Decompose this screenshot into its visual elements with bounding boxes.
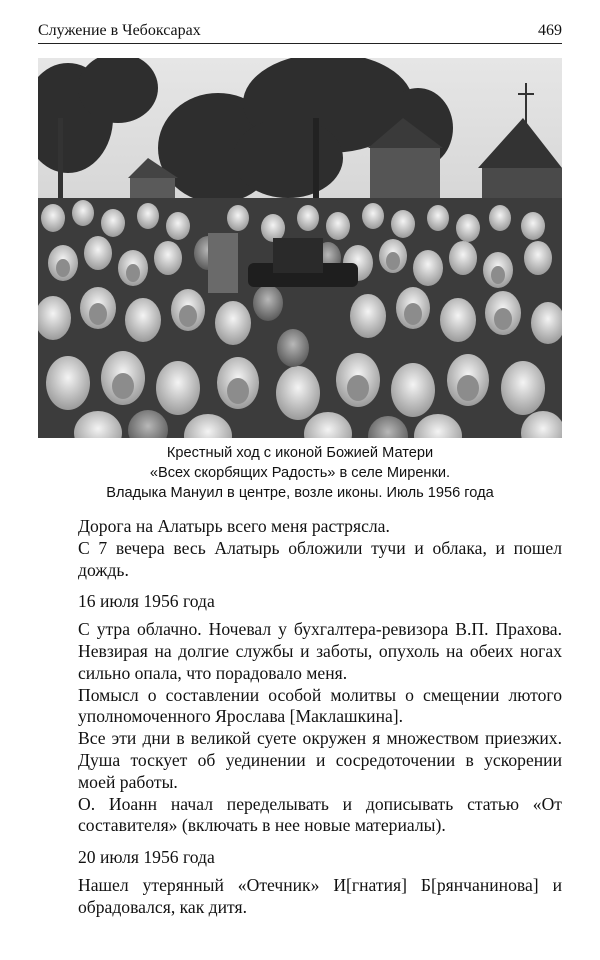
paragraph-2: С 7 вечера весь Алатырь обложили тучи и облака, и пошел дождь. [78, 537, 562, 580]
paragraph-7: Нашел утерянный «Отечник» И[гнатия] Б[рянчанинова] и обрадовался, как дитя. [78, 874, 562, 917]
paragraph-3: С утра облачно. Ночевал у бухгалтера-ревизора В.П. Прахова. Невзирая на долгие службы и заботы, опухоль на обеих ногах сильно опала, что порадовало меня. [78, 619, 562, 683]
paragraph-6: О. Иоанн начал переделывать и дописывать статью «От составителя» (включать в нее новые материалы). [78, 793, 562, 836]
paragraph-1: Дорога на Алатырь всего меня растрясла. [78, 516, 390, 536]
date-heading-1: 16 июля 1956 года [78, 591, 215, 612]
caption-line-3: Владыка Мануил в центре, возле иконы. Июль 1956 года [106, 485, 494, 501]
caption-line-2: «Всех скорбящих Радость» в селе Миренки. [149, 465, 451, 481]
running-title: Служение в Чебоксарах [38, 22, 201, 39]
paragraph-5: Все эти дни в великой суете окружен я множеством приезжих. Душа тоскует об уединении и сосредоточении в ускорении моей работы. [78, 728, 562, 792]
date-heading-2: 20 июля 1956 года [78, 847, 215, 868]
page-number: 469 [538, 22, 562, 39]
caption-line-1: Крестный ход с иконой Божией Матери [166, 445, 434, 461]
photo-illustration [38, 58, 562, 438]
running-header [38, 20, 562, 44]
photo-caption [38, 443, 562, 503]
procession-photo [38, 58, 562, 438]
paragraph-4: Помысл о составлении особой молитвы о смещении лютого уполномоченного Ярослава [Маклашкина]. [78, 684, 562, 727]
diary-text [78, 516, 562, 919]
